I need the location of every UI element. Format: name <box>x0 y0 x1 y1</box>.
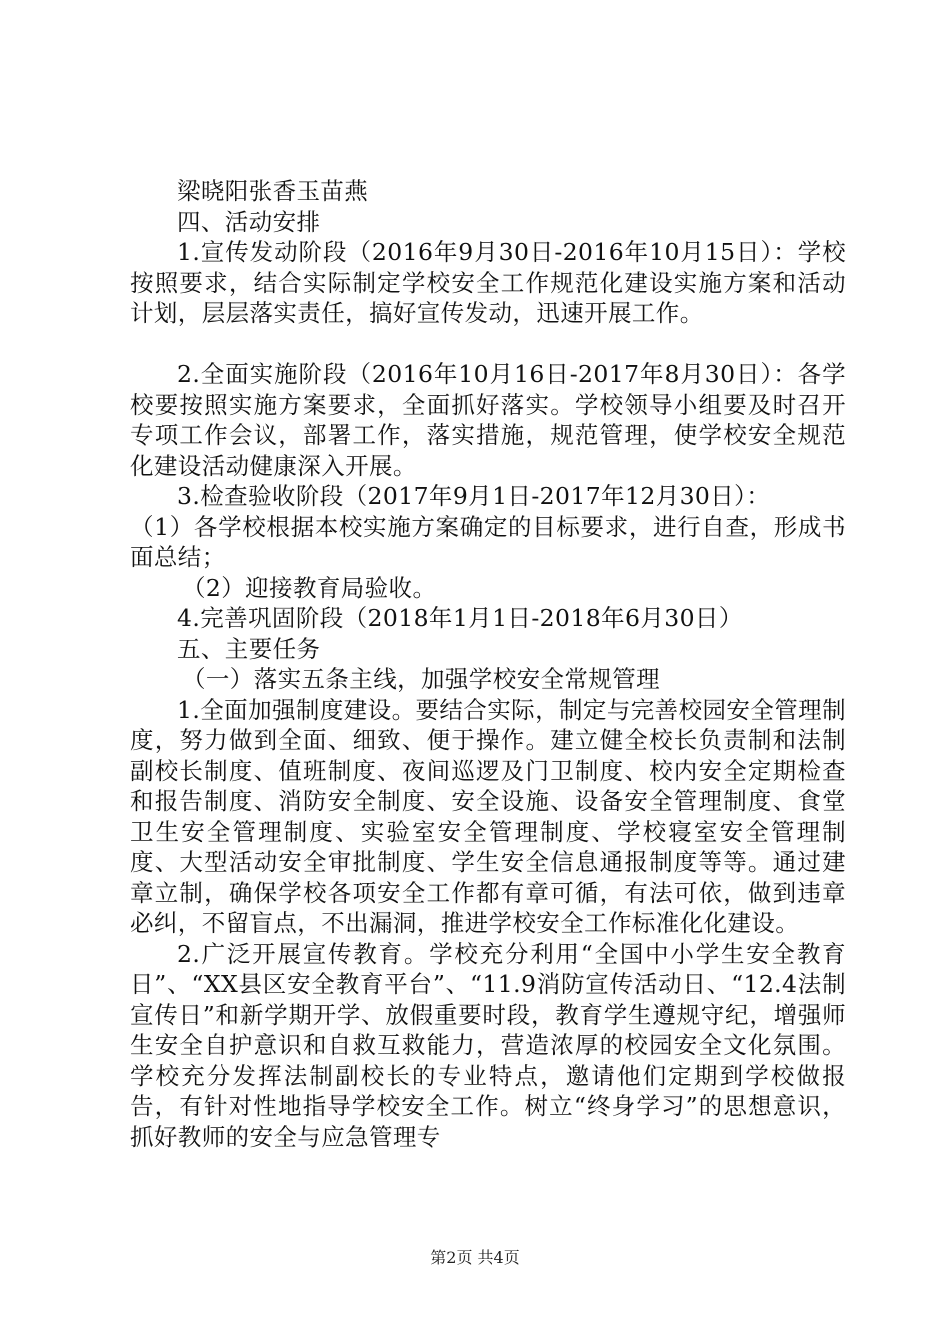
section-heading-tasks: 五、主要任务 <box>177 634 321 663</box>
paragraph-task-1: 1.全面加强制度建设。要结合实际，制定与完善校园安全管理制度，努力做到全面、细致、便于操作。建立健全校长负责制和法制副校长制度、值班制度、夜间巡逻及门卫制度、校内安全定期检查和报告制度、消防安全制度、安全设施、设备安全管理制度、食堂卫生安全管理制度、实验室安全管理制度、学校寝室安全管理制度、大型活动安全审批制度、学生安全信息通报制度等等。通过建章立制，确保学校各项安全工作都有章可循，有法可依，做到违章必纠，不留盲点，不出漏洞，推进学校安全工作标准化化建设。 <box>130 695 846 937</box>
paragraph-stage-3: 3.检查验收阶段（2017年9月1日-2017年12月30日）： <box>177 482 771 510</box>
paragraph-stage-4: 4.完善巩固阶段（2018年1月1日-2018年6月30日） <box>177 604 743 632</box>
paragraph-stage-1: 1.宣传发动阶段（2016年9月30日-2016年10月15日）：学校按照要求，结合实际制定学校安全工作规范化建设实施方案和活动计划，层层落实责任，搞好宣传发动，迅速开展工作。 <box>130 238 846 327</box>
paragraph-task-2: 2.广泛开展宣传教育。学校充分利用“全国中小学生安全教育日”、“XX县区安全教育平台”、“11.9消防宣传活动日、“12.4法制宣传日”和新学期开学、放假重要时段，教育学生遵规守纪，增强师生安全自护意识和自救互救能力，营造浓厚的校园安全文化氛围。学校充分发挥法制副校长的专业特点，邀请他们定期到学校做报告，有针对性地指导学校安全工作。树立“终身学习”的思想意识，抓好教师的安全与应急管理专 <box>130 939 846 1151</box>
document-body <box>130 176 846 1152</box>
paragraph-stage-3-item-2: （2）迎接教育局验收。 <box>182 573 437 602</box>
page-number: 第2页 共4页 <box>430 1248 520 1267</box>
names-line: 梁晓阳张香玉苗燕 <box>177 177 369 205</box>
subsection-heading-1: （一）落实五条主线，加强学校安全常规管理 <box>182 665 660 693</box>
paragraph-stage-3-item-1: （1）各学校根据本校实施方案确定的目标要求，进行自查，形成书面总结； <box>130 512 846 571</box>
section-heading-activities: 四、活动安排 <box>177 207 321 236</box>
paragraph-stage-2: 2.全面实施阶段（2016年10月16日-2017年8月30日）：各学校要按照实施方案要求，全面抓好落实。学校领导小组要及时召开专项工作会议，部署工作，落实措施，规范管理，使学校安全规范化建设活动健康深入开展。 <box>130 360 846 480</box>
